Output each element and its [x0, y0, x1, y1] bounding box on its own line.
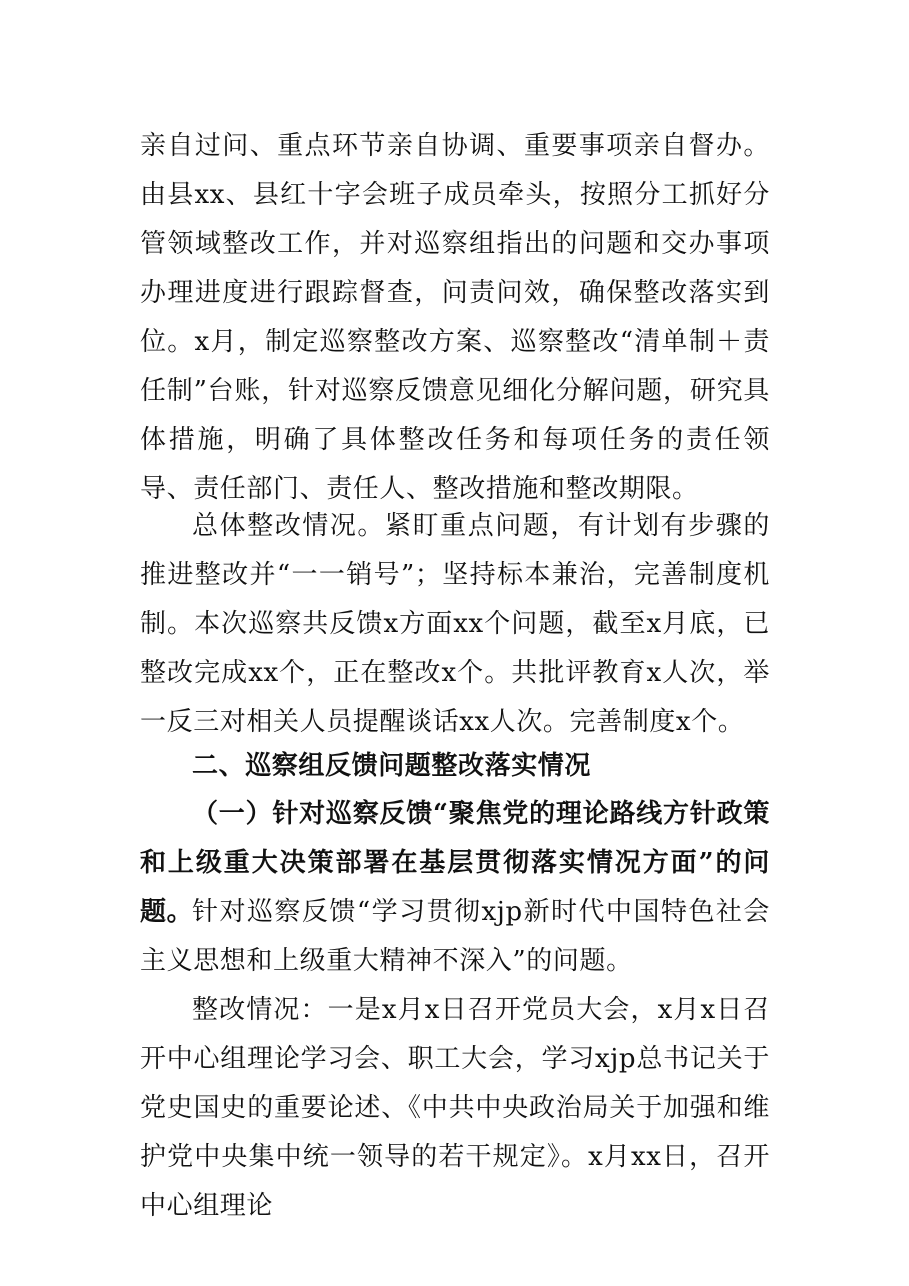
- body-paragraph-overall-status: 总体整改情况。紧盯重点问题，有计划有步骤的推进整改并“一一销号”；坚持标本兼治，完善制度机制。本次巡察共反馈x方面xx个问题，截至x月底，已整改完成xx个，正在整改x个。共批评教育x人次，举一反三对相关人员提醒谈话xx人次。完善制度x个。: [140, 511, 770, 737]
- subsection-heading: （一）针对巡察反馈“聚焦党的理论路线方针政策和上级重大决策部署在基层贯彻落实情况方面”的问题。: [140, 799, 770, 927]
- body-paragraph-rectification: 整改情况：一是x月x日召开党员大会，x月x日召开中心组理论学习会、职工大会，学习xjp总书记关于党史国史的重要论述、《中共中央政治局关于加强和维护党中央集中统一领导的若干规定》。x月xx日，召开中心组理论: [140, 995, 770, 1221]
- body-paragraph-issue: 针对巡察反馈“学习贯彻xjp新时代中国特色社会主义思想和上级重大精神不深入”的问题。: [140, 897, 770, 976]
- section-heading: 二、巡察组反馈问题整改落实情况: [192, 751, 592, 781]
- body-paragraph-continued: 亲自过问、重点环节亲自协调、重要事项亲自督办。由县xx、县红十字会班子成员牵头，按照分工抓好分管领域整改工作，并对巡察组指出的问题和交办事项办理进度进行跟踪督查，问责问效，确保整改落实到位。x月，制定巡察整改方案、巡察整改“清单制＋责任制”台账，针对巡察反馈意见细化分解问题，研究具体措施，明确了具体整改任务和每项任务的责任领导、责任部门、责任人、整改措施和整改期限。: [140, 131, 770, 504]
